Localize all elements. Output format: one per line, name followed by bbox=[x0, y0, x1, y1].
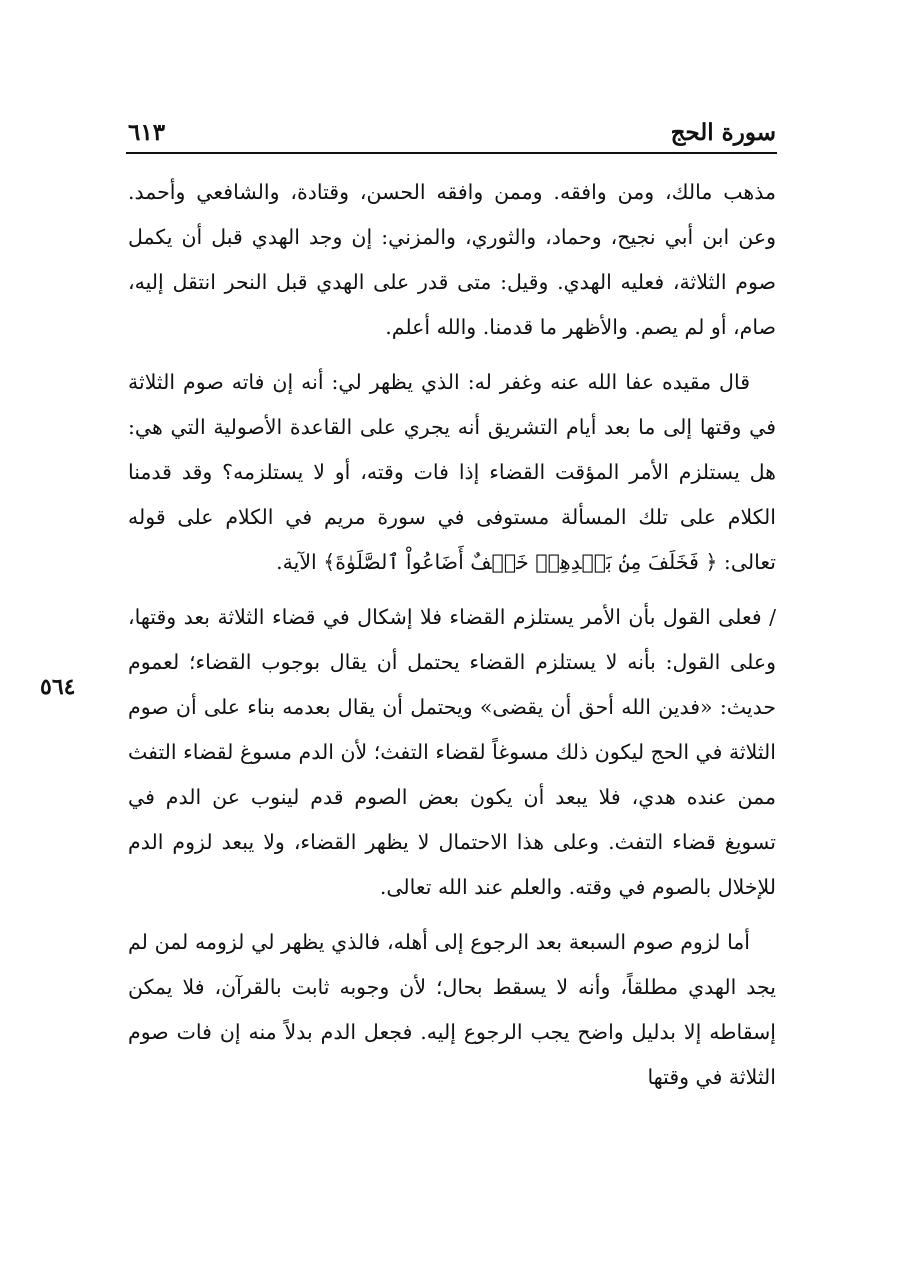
paragraph-3: / فعلى القول بأن الأمر يستلزم القضاء فلا إشكال في قضاء الثلاثة بعد وقتها، وعلى القول: بأنه لا يستلزم القضاء يحتمل أن يقال بوجوب القضاء؛ لعموم حديث: «فدين الله أحق أن يقضى» ويحتمل أن يقال بعدمه بناء على أن صوم الثلاثة في الحج ليكون ذلك مسوغاً لقضاء التفث؛ لأن الدم مسوغ لقضاء التفث ممن عنده هدي، فلا يبعد أن يكون بعض الصوم قدم لينوب عن الدم في تسويغ قضاء التفث. وعلى هذا الاحتمال لا يظهر القضاء، ولا يبعد لزوم الدم للإخلال بالصوم في وقته. والعلم عند الله تعالى. bbox=[128, 605, 776, 899]
surah-title: سورة الحج bbox=[670, 119, 776, 146]
paragraph-1: مذهب مالك، ومن وافقه. وممن وافقه الحسن، وقتادة، والشافعي وأحمد. وعن ابن أبي نجيح، وحماد، والثوري، والمزني: إن وجد الهدي قبل أن يكمل صوم الثلاثة، فعليه الهدي. وقيل: متى قدر على الهدي قبل النحر انتقل إليه، صام، أو لم يصم. والأظهر ما قدمنا. والله أعلم. bbox=[128, 180, 776, 339]
page-number: ٦١٣ bbox=[128, 119, 166, 146]
body-text bbox=[128, 170, 776, 1110]
margin-page-reference: ٥٦٤ bbox=[40, 674, 76, 700]
header-divider bbox=[126, 152, 777, 154]
page-header bbox=[128, 112, 776, 152]
paragraph-2: قال مقيده عفا الله عنه وغفر له: الذي يظهر لي: أنه إن فاته صوم الثلاثة في وقتها إلى ما بعد أيام التشريق أنه يجري على القاعدة الأصولية التي هي: هل يستلزم الأمر المؤقت القضاء إذا فات وقته، أو لا يستلزمه؟ وقد قدمنا الكلام على تلك المسألة مستوفى في سورة مريم في الكلام على قوله تعالى: ﴿ فَخَلَفَ مِنۢ بَعۡدِهِمۡ خَلۡفٌ أَضَاعُواْ ٱلصَّلَوٰةَ﴾ الآية. bbox=[128, 370, 776, 574]
paragraph-4: أما لزوم صوم السبعة بعد الرجوع إلى أهله، فالذي يظهر لي لزومه لمن لم يجد الهدي مطلقاً، وأنه لا يسقط بحال؛ لأن وجوبه ثابت بالقرآن، فلا يمكن إسقاطه إلا بدليل واضح يجب الرجوع إليه. فجعل الدم بدلاً منه إن فات صوم الثلاثة في وقتها bbox=[128, 930, 776, 1089]
